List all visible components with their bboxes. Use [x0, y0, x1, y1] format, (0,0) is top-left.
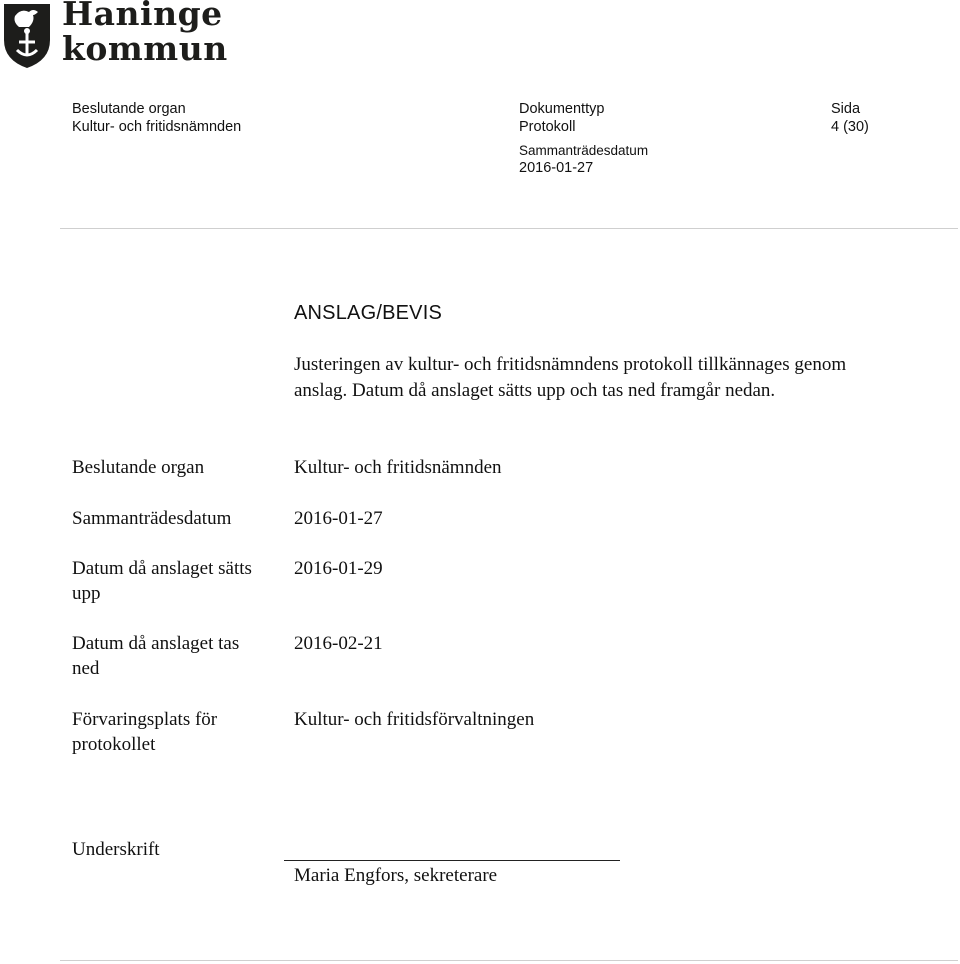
header-page-value: 4 (30) [831, 119, 869, 135]
logo-wordmark [62, 0, 228, 66]
coat-of-arms-icon [2, 2, 52, 70]
logo-line-2: kommun [62, 29, 228, 68]
row-value-storage: Kultur- och fritidsförvaltningen [294, 709, 535, 730]
header-doctype-label: Dokumenttyp [519, 101, 605, 117]
logo-line-1: Haninge [62, 0, 223, 33]
row-label-organ: Beslutande organ [72, 457, 205, 478]
municipality-logo [0, 0, 230, 72]
intro-paragraph: Justeringen av kultur- och fritidsnämndens protokoll tillkännages genom anslag. Datum då anslaget sätts upp och tas ned framgår nedan. [294, 354, 847, 401]
header-page-label: Sida [831, 101, 861, 117]
row-value-meeting-date: 2016-01-27 [294, 508, 383, 529]
row-label-meeting-date: Sammanträdesdatum [72, 508, 232, 529]
footer-divider [60, 960, 958, 961]
header-organ-label: Beslutande organ [72, 101, 186, 117]
row-label-removed-date: Datum då anslaget tas ned [72, 633, 240, 679]
row-value-posted-date: 2016-01-29 [294, 558, 383, 579]
row-value-organ: Kultur- och fritidsnämnden [294, 457, 502, 478]
row-value-removed-date: 2016-02-21 [294, 633, 383, 654]
page-title: ANSLAG/BEVIS [294, 302, 443, 324]
signature-label: Underskrift [72, 839, 160, 860]
header-doctype-value: Protokoll [519, 119, 576, 135]
row-label-storage: Förvaringsplats för protokollet [72, 709, 218, 755]
header-organ-value: Kultur- och fritidsnämnden [72, 119, 242, 135]
header-meeting-date-label: Sammanträdesdatum [519, 143, 649, 158]
signature-name: Maria Engfors, sekreterare [294, 865, 498, 886]
header-divider [60, 228, 958, 229]
signature-line [284, 860, 620, 861]
row-label-posted-date: Datum då anslaget sätts upp [72, 558, 252, 604]
header-meeting-date-value: 2016-01-27 [519, 160, 594, 176]
